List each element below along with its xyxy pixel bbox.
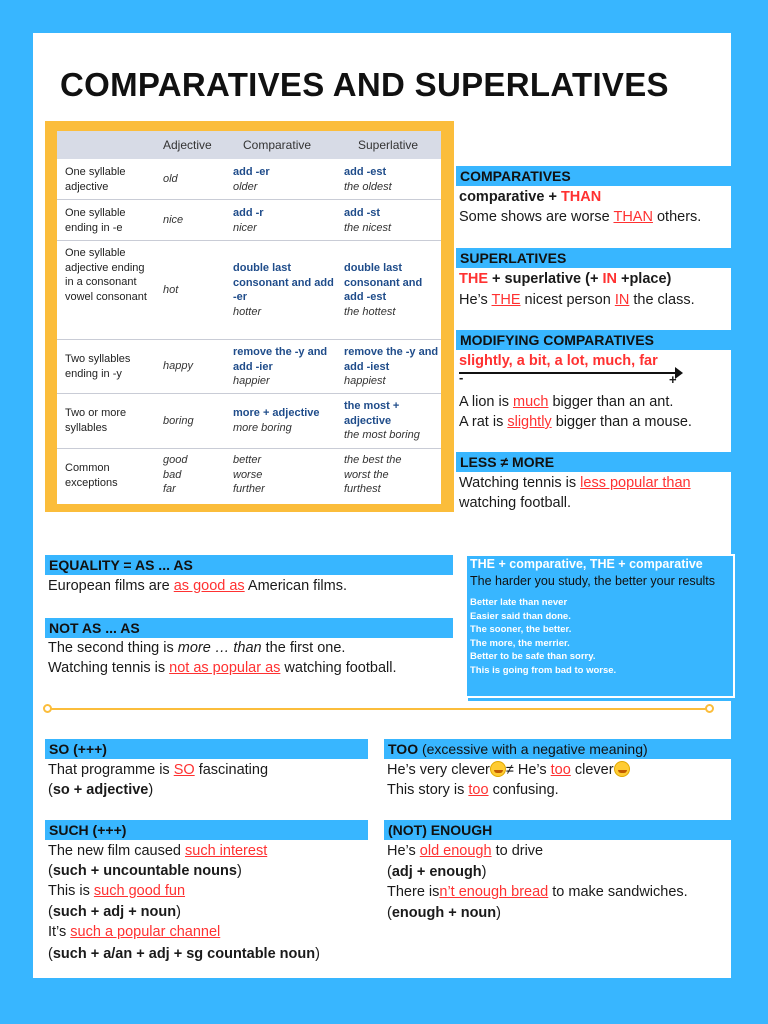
- row-adjective: happy: [163, 360, 193, 372]
- scale-line: [459, 372, 681, 374]
- row-adjective: old: [163, 173, 178, 185]
- divider-dot-left: [43, 704, 52, 713]
- enough-example-2: There isn’t enough bread to make sandwiches.: [387, 884, 688, 900]
- enough-heading: (NOT) ENOUGH: [384, 820, 731, 840]
- grinning-face-icon: [490, 761, 506, 777]
- row-type: Two or more syllables: [65, 407, 127, 434]
- too-heading: TOO (excessive with a negative meaning): [384, 739, 731, 759]
- row-superlative: add -st the nicest: [344, 207, 392, 234]
- row-adjective: hot: [163, 284, 179, 296]
- comparatives-rule: comparative + THAN: [459, 189, 602, 205]
- modifying-words: slightly, a bit, a lot, much, far: [459, 353, 658, 369]
- expression-item: Better late than never: [470, 597, 568, 608]
- row-adjective: good bad far: [163, 454, 188, 495]
- such-example-1: The new film caused such interest: [48, 843, 268, 859]
- row-comparative: better worse further: [233, 454, 265, 495]
- such-rule-1: (such + uncountable nouns): [48, 863, 242, 879]
- row-superlative: double last consonant and add -est the hottest: [344, 262, 423, 318]
- smirking-face-icon: [614, 761, 630, 777]
- less-example-cont: watching football.: [459, 495, 572, 511]
- the-the-example: The harder you study, the better your results: [470, 574, 716, 588]
- row-type: Common exceptions: [65, 462, 118, 489]
- row-comparative: more + adjective more boring: [233, 407, 320, 434]
- expression-item: This is going from bad to worse.: [470, 665, 617, 676]
- table-row: [57, 394, 441, 449]
- not-as-example-2: Watching tennis is not as popular as watching football.: [48, 660, 397, 676]
- equality-heading: EQUALITY = AS ... AS: [45, 555, 453, 575]
- table-header: [57, 131, 441, 159]
- row-comparative: add -r nicer: [233, 207, 264, 234]
- row-type: One syllable adjective ending in a consonant vowel consonant: [65, 247, 147, 303]
- header-adjective: Adjective: [163, 138, 212, 152]
- row-type: One syllable adjective: [65, 166, 126, 193]
- section-divider: [48, 708, 710, 710]
- table-row: [57, 200, 441, 241]
- enough-example-1: He’s old enough to drive: [387, 843, 544, 859]
- row-superlative: remove the -y and add -iest happiest: [344, 346, 439, 387]
- superlatives-example: He’s THE nicest person IN the class.: [459, 292, 695, 308]
- such-example-2: This is such good fun: [48, 883, 186, 899]
- table-row: [57, 340, 441, 394]
- not-as-heading: NOT AS ... AS: [45, 618, 453, 638]
- scale-plus: +: [669, 372, 677, 387]
- scale-minus: -: [459, 370, 464, 385]
- superlatives-heading: SUPERLATIVES: [456, 248, 731, 268]
- such-rule-3: (such + a/an + adj + sg countable noun): [48, 946, 320, 962]
- modifying-heading: MODIFYING COMPARATIVES: [456, 330, 731, 350]
- so-heading: SO (+++): [45, 739, 368, 759]
- table-row: [57, 449, 441, 504]
- expression-item: The more, the merrier.: [470, 638, 570, 649]
- row-superlative: the most + adjective the most boring: [344, 400, 420, 441]
- table-row: [57, 159, 441, 200]
- less-example: Watching tennis is less popular than: [459, 475, 691, 491]
- rules-table: [57, 131, 441, 504]
- less-heading: LESS ≠ MORE: [456, 452, 731, 472]
- so-rule: (so + adjective): [48, 782, 154, 798]
- comparatives-heading: COMPARATIVES: [456, 166, 731, 186]
- row-comparative: remove the -y and add -ier happier: [233, 346, 328, 387]
- expression-item: Better to be safe than sorry.: [470, 651, 596, 662]
- not-as-example-1: The second thing is more … than the first one.: [48, 640, 346, 656]
- header-superlative: Superlative: [358, 138, 419, 152]
- table-row: [57, 241, 441, 340]
- such-example-3: It’s such a popular channel: [48, 924, 221, 940]
- enough-rule-2: (enough + noun): [387, 905, 501, 921]
- row-adjective: nice: [163, 214, 184, 226]
- modifying-example-1: A lion is much bigger than an ant.: [459, 394, 674, 410]
- modifying-example-2: A rat is slightly bigger than a mouse.: [459, 414, 692, 430]
- such-rule-2: (such + adj + noun): [48, 904, 181, 920]
- superlatives-rule: THE + superlative (+ IN +place): [459, 271, 672, 287]
- expression-item: The sooner, the better.: [470, 624, 572, 635]
- too-example-2: This story is too confusing.: [387, 782, 559, 798]
- the-the-heading: THE + comparative, THE + comparative: [470, 557, 703, 571]
- expression-item: Easier said than done.: [470, 611, 571, 622]
- row-superlative: the best the worst the furthest: [344, 454, 402, 495]
- row-comparative: double last consonant and add -er hotter: [233, 262, 334, 318]
- row-type: Two syllables ending in -y: [65, 353, 131, 380]
- such-heading: SUCH (+++): [45, 820, 368, 840]
- row-superlative: add -est the oldest: [344, 166, 392, 193]
- row-comparative: add -er older: [233, 166, 270, 193]
- enough-rule-1: (adj + enough): [387, 864, 487, 880]
- header-comparative: Comparative: [243, 138, 312, 152]
- too-example-1: He’s very clever ≠ He’s too clever: [387, 760, 630, 780]
- so-example: That programme is SO fascinating: [48, 762, 269, 778]
- row-type: One syllable ending in -e: [65, 207, 126, 234]
- comparatives-example: Some shows are worse THAN others.: [459, 209, 702, 225]
- equality-example: European films are as good as American films.: [48, 578, 348, 594]
- page-title: COMPARATIVES AND SUPERLATIVES: [60, 66, 669, 103]
- row-adjective: boring: [163, 415, 194, 427]
- divider-dot-right: [705, 704, 714, 713]
